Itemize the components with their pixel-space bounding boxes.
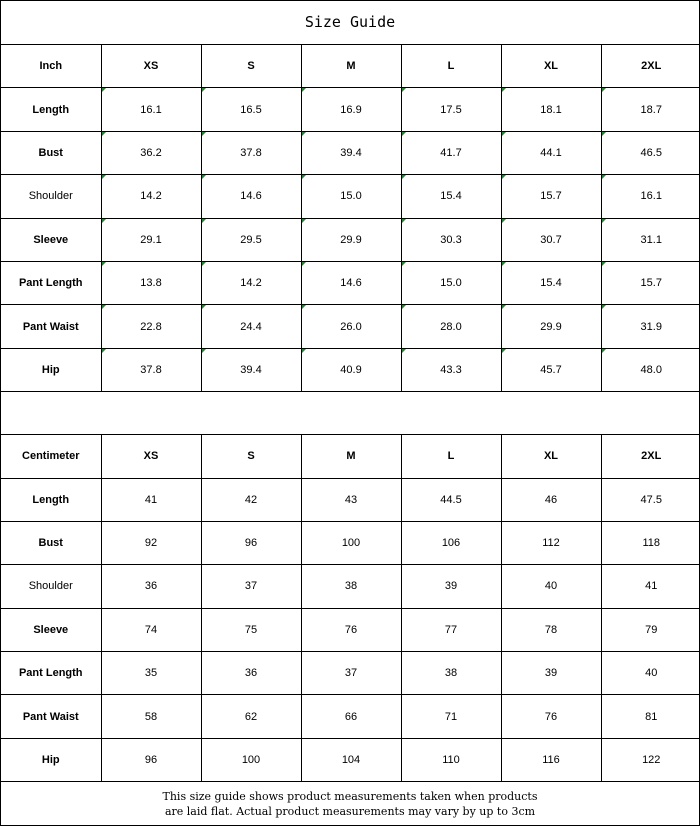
measurement-value: 39.4 [201, 348, 301, 391]
measurement-value: 16.5 [201, 88, 301, 131]
measurement-value: 37.8 [201, 131, 301, 174]
measurement-value: 30.7 [501, 218, 601, 261]
measurement-value: 43.3 [401, 348, 501, 391]
table-row [1, 521, 700, 564]
measurement-value: 110 [401, 738, 501, 781]
table-separator [1, 392, 699, 435]
measurement-value: 66 [301, 695, 401, 738]
measurement-value: 116 [501, 738, 601, 781]
measurement-value: 36 [101, 565, 201, 608]
table-row [1, 738, 700, 781]
measurement-value: 92 [101, 521, 201, 564]
measurement-value: 43 [301, 478, 401, 521]
size-header-row [1, 45, 700, 88]
measurement-value: 24.4 [201, 305, 301, 348]
measurement-value: 17.5 [401, 88, 501, 131]
measurement-value: 81 [601, 695, 700, 738]
measurement-value: 15.7 [501, 175, 601, 218]
measurement-value: 40.9 [301, 348, 401, 391]
measurement-value: 45.7 [501, 348, 601, 391]
centimeter-table [1, 435, 700, 782]
table-row [1, 348, 700, 391]
size-column-header: XS [101, 435, 201, 478]
measurement-value: 106 [401, 521, 501, 564]
measurement-value: 28.0 [401, 305, 501, 348]
measurement-value: 16.1 [601, 175, 700, 218]
unit-label: Inch [1, 45, 101, 88]
size-column-header: L [401, 45, 501, 88]
measurement-value: 42 [201, 478, 301, 521]
measurement-label: Pant Waist [1, 305, 101, 348]
size-column-header: XS [101, 45, 201, 88]
measurement-label: Bust [1, 521, 101, 564]
measurement-value: 38 [401, 652, 501, 695]
measurement-value: 39.4 [301, 131, 401, 174]
measurement-label: Shoulder [1, 175, 101, 218]
measurement-note-line: This size guide shows product measurements taken when products [162, 789, 538, 803]
table-row [1, 305, 700, 348]
measurement-label: Sleeve [1, 608, 101, 651]
measurement-value: 29.5 [201, 218, 301, 261]
measurement-label: Length [1, 478, 101, 521]
table-row [1, 261, 700, 304]
measurement-value: 44.5 [401, 478, 501, 521]
table-row [1, 652, 700, 695]
measurement-value: 37.8 [101, 348, 201, 391]
measurement-value: 40 [501, 565, 601, 608]
measurement-value: 15.4 [401, 175, 501, 218]
measurement-value: 30.3 [401, 218, 501, 261]
measurement-value: 104 [301, 738, 401, 781]
size-guide-title: Size Guide [1, 1, 699, 45]
measurement-value: 78 [501, 608, 601, 651]
table-row [1, 218, 700, 261]
size-column-header: S [201, 435, 301, 478]
measurement-value: 75 [201, 608, 301, 651]
measurement-value: 76 [301, 608, 401, 651]
measurement-value: 16.1 [101, 88, 201, 131]
measurement-label: Shoulder [1, 565, 101, 608]
table-row [1, 695, 700, 738]
measurement-value: 13.8 [101, 261, 201, 304]
measurement-value: 76 [501, 695, 601, 738]
measurement-note [1, 782, 699, 825]
measurement-value: 74 [101, 608, 201, 651]
measurement-label: Length [1, 88, 101, 131]
measurement-value: 14.2 [201, 261, 301, 304]
measurement-label: Pant Waist [1, 695, 101, 738]
measurement-value: 14.2 [101, 175, 201, 218]
measurement-value: 100 [201, 738, 301, 781]
inch-table [1, 45, 700, 392]
size-column-header: XL [501, 45, 601, 88]
measurement-value: 14.6 [201, 175, 301, 218]
measurement-value: 18.7 [601, 88, 700, 131]
measurement-value: 31.1 [601, 218, 700, 261]
measurement-value: 96 [201, 521, 301, 564]
size-column-header: M [301, 435, 401, 478]
measurement-label: Pant Length [1, 261, 101, 304]
table-row [1, 565, 700, 608]
measurement-label: Sleeve [1, 218, 101, 261]
measurement-value: 48.0 [601, 348, 700, 391]
measurement-value: 40 [601, 652, 700, 695]
measurement-value: 41 [101, 478, 201, 521]
measurement-value: 38 [301, 565, 401, 608]
size-column-header: L [401, 435, 501, 478]
size-header-row [1, 435, 700, 478]
measurement-value: 46.5 [601, 131, 700, 174]
measurement-value: 118 [601, 521, 700, 564]
unit-label: Centimeter [1, 435, 101, 478]
measurement-value: 41 [601, 565, 700, 608]
measurement-value: 35 [101, 652, 201, 695]
measurement-value: 36 [201, 652, 301, 695]
measurement-value: 16.9 [301, 88, 401, 131]
table-row [1, 175, 700, 218]
measurement-value: 18.1 [501, 88, 601, 131]
measurement-value: 37 [301, 652, 401, 695]
measurement-value: 15.7 [601, 261, 700, 304]
measurement-value: 37 [201, 565, 301, 608]
size-column-header: XL [501, 435, 601, 478]
measurement-value: 44.1 [501, 131, 601, 174]
measurement-value: 79 [601, 608, 700, 651]
measurement-value: 31.9 [601, 305, 700, 348]
size-column-header: 2XL [601, 435, 700, 478]
measurement-label: Bust [1, 131, 101, 174]
table-row [1, 131, 700, 174]
measurement-value: 58 [101, 695, 201, 738]
measurement-value: 122 [601, 738, 700, 781]
measurement-value: 15.0 [401, 261, 501, 304]
measurement-value: 29.9 [301, 218, 401, 261]
measurement-label: Hip [1, 738, 101, 781]
measurement-note-line: are laid flat. Actual product measurements may vary by up to 3cm [164, 804, 536, 818]
measurement-value: 71 [401, 695, 501, 738]
measurement-value: 39 [501, 652, 601, 695]
measurement-value: 36.2 [101, 131, 201, 174]
size-column-header: M [301, 45, 401, 88]
size-column-header: S [201, 45, 301, 88]
measurement-value: 62 [201, 695, 301, 738]
measurement-label: Hip [1, 348, 101, 391]
table-row [1, 478, 700, 521]
size-column-header: 2XL [601, 45, 700, 88]
measurement-value: 26.0 [301, 305, 401, 348]
table-row [1, 88, 700, 131]
measurement-value: 46 [501, 478, 601, 521]
measurement-value: 22.8 [101, 305, 201, 348]
measurement-value: 15.0 [301, 175, 401, 218]
measurement-value: 14.6 [301, 261, 401, 304]
measurement-value: 112 [501, 521, 601, 564]
measurement-value: 96 [101, 738, 201, 781]
measurement-label: Pant Length [1, 652, 101, 695]
measurement-value: 100 [301, 521, 401, 564]
measurement-value: 47.5 [601, 478, 700, 521]
table-row [1, 608, 700, 651]
measurement-value: 29.1 [101, 218, 201, 261]
measurement-value: 41.7 [401, 131, 501, 174]
measurement-value: 77 [401, 608, 501, 651]
measurement-value: 39 [401, 565, 501, 608]
measurement-value: 15.4 [501, 261, 601, 304]
measurement-value: 29.9 [501, 305, 601, 348]
